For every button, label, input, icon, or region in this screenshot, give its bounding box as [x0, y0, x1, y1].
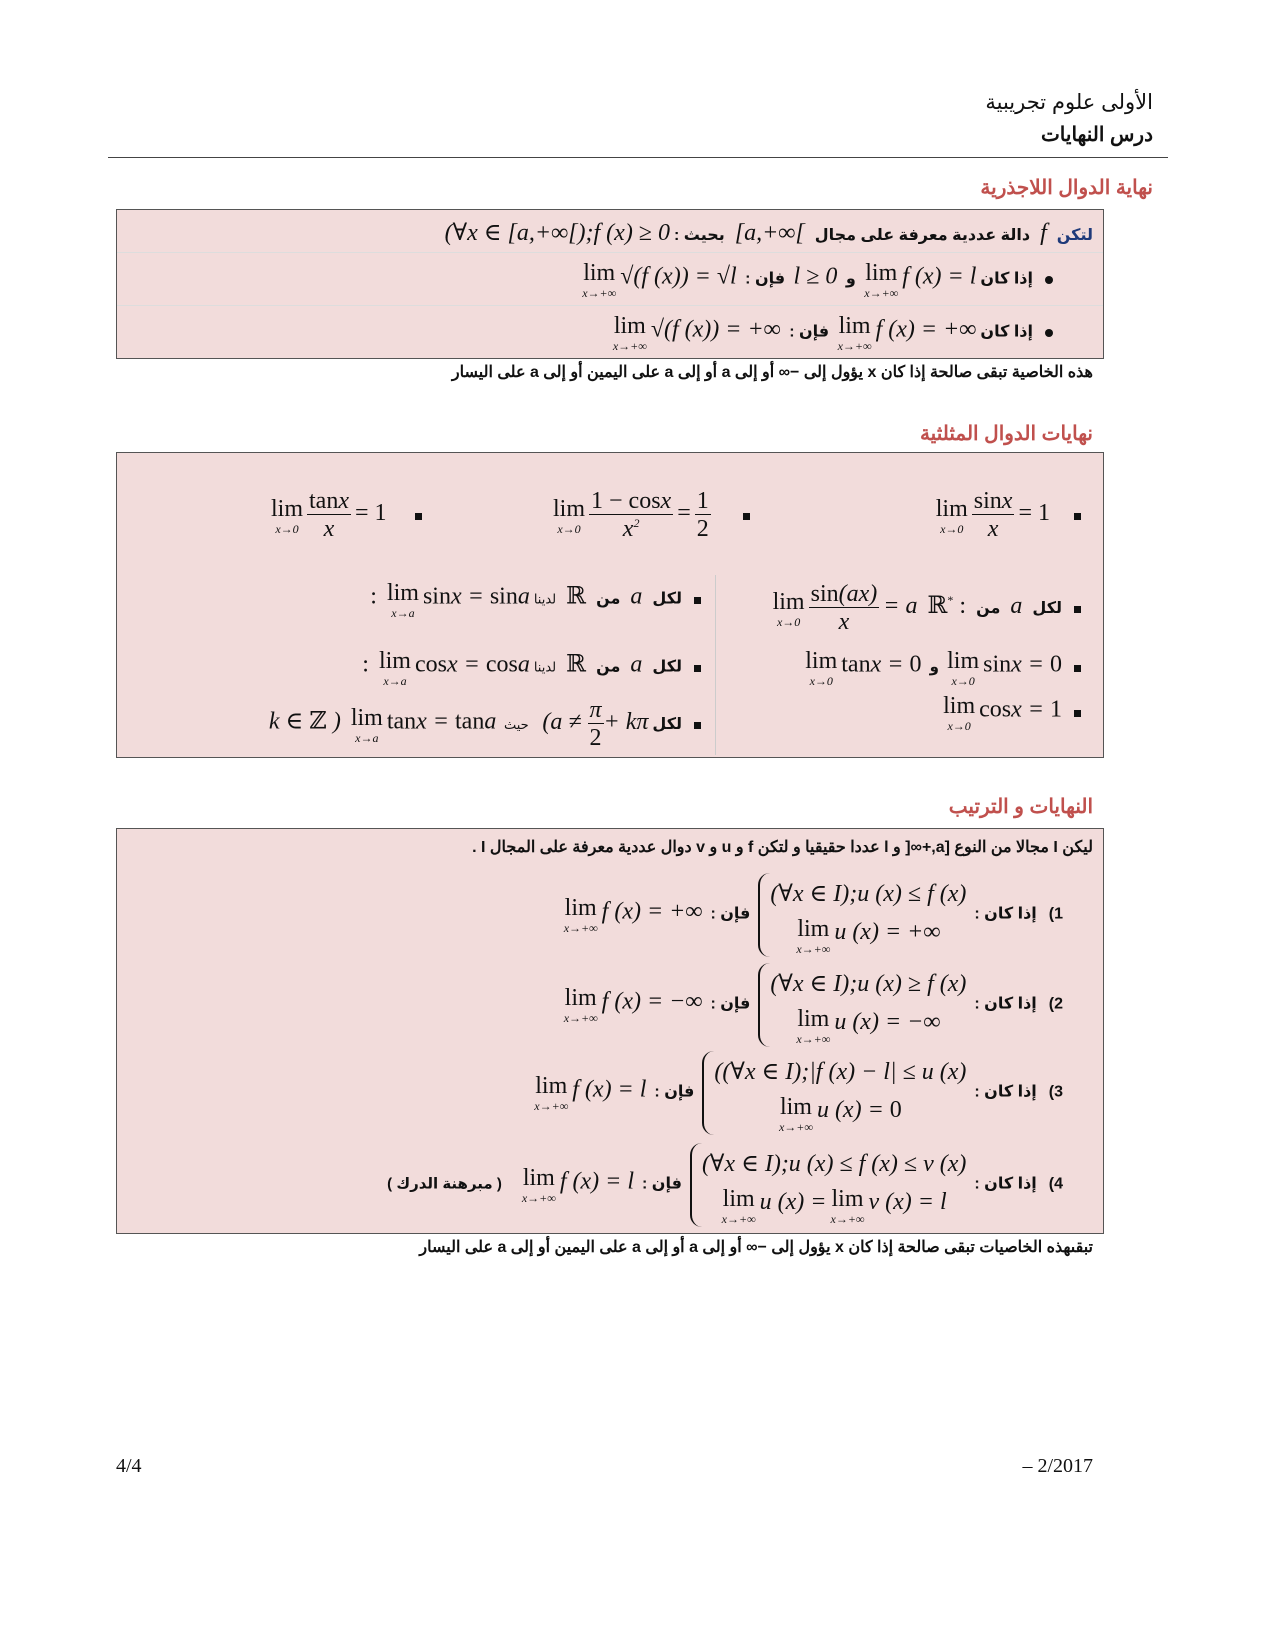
footer-date: – 2/2017	[1022, 1455, 1093, 1477]
we-have-label: لدينا	[533, 659, 557, 675]
if-label: إذا كان	[980, 270, 1033, 288]
item-number: 1)	[1048, 905, 1063, 923]
then-label: فإن :	[642, 1175, 682, 1193]
trig-limit-sin-tan-zero: lim x→0 sinx = 0 و lim x→0 tanx = 0	[805, 649, 1081, 687]
trig-limit-one-minus-cos: lim x→0 $\frac{1 - \cos x}{x^2}$ = $\frac{1}{2}$	[553, 488, 750, 544]
and-label: و	[929, 658, 939, 676]
then-label: فإن :	[710, 905, 751, 923]
bullet-icon	[1074, 665, 1081, 672]
such-that-label: بحيث :	[673, 227, 725, 244]
then-label: فإن :	[654, 1083, 695, 1101]
header-divider	[108, 157, 1168, 158]
then-label: فإن :	[710, 995, 751, 1013]
irrational-rule-2: إذا كان lim x→+∞ f (x) = +∞ فإن : lim x→+∞ √(f (x)) = +∞	[117, 306, 1103, 358]
trig-continuity-tan: لكل (a ≠ $\frac{\pi}{2}$ + kπ حيث k ∈ ℤ ) lim x→a tanx = tana	[269, 697, 701, 753]
order-limits-box	[116, 828, 1104, 1234]
order-rule-3: 3) إذا كان : ((∀x ∈ I);|f (x) − l| ≤ u (x) lim x→+∞ u (x) = 0 فإن : lim x→+∞ f (x) = l	[534, 1051, 1063, 1135]
let-label: لتكن	[1056, 227, 1093, 244]
bullet-icon	[1074, 513, 1081, 520]
order-rule-2: 2) إذا كان : (∀x ∈ I);u (x) ≥ f (x) lim x→+∞ u (x) = −∞ فإن : lim x→+∞ f (x) = −∞	[564, 963, 1063, 1047]
section-title-trig: نهايات الدوال المثلثية	[919, 423, 1093, 445]
if-label: إذا كان :	[974, 1175, 1037, 1193]
irrational-note: هذه الخاصية تبقى صالحة إذا كان x يؤول إلى −∞ أو إلى a أو إلى a على اليمين أو إلى a على اليسار	[451, 364, 1093, 381]
for-each-label: لكل	[652, 590, 682, 608]
order-rule-1: 1) إذا كان : (∀x ∈ I);u (x) ≤ f (x) lim x→+∞ u (x) = +∞ فإن : lim x→+∞ f (x) = +∞	[564, 873, 1063, 957]
and-label: و	[845, 270, 856, 288]
bullet-icon	[1045, 276, 1053, 284]
trig-limit-tan-over-x: lim x→0 $\frac{\tan x}{x}$ = 1	[271, 488, 422, 544]
if-label: إذا كان	[980, 323, 1033, 341]
then-label: فإن :	[789, 323, 830, 341]
bullet-icon	[743, 513, 750, 520]
section-title-order: النهايات و الترتيب	[948, 796, 1093, 818]
trig-continuity-sin: لكل a من ℝ لدينا : lim x→a sinx = sina	[370, 581, 701, 619]
item-number: 4)	[1048, 1175, 1063, 1193]
section-title-irrational: نهاية الدوال اللاجذرية	[980, 177, 1153, 199]
where-label: حيث	[503, 716, 529, 732]
bullet-icon	[1074, 710, 1081, 717]
class-level-label: الأولى علوم تجريبية	[985, 91, 1153, 114]
if-label: إذا كان :	[974, 995, 1037, 1013]
if-label: إذا كان :	[974, 905, 1037, 923]
if-label: إذا كان :	[974, 1083, 1037, 1101]
of-label: من	[596, 590, 621, 608]
item-number: 3)	[1048, 1083, 1063, 1101]
order-rule-4: 4) إذا كان : (∀x ∈ I);u (x) ≤ f (x) ≤ v (x) lim x→+∞ u (x) = lim x→+∞ v (x) = l فإن : lim x→+∞ f (x) = l ( مبرهنة الدرك )	[387, 1143, 1063, 1227]
irrational-rule-1: إذا كان lim x→+∞ f (x) = l و l ≥ 0 فإن : lim x→+∞ √(f (x)) = √l	[117, 253, 1103, 306]
bullet-icon	[694, 665, 701, 672]
bullet-icon	[694, 722, 701, 729]
of-label: من	[976, 599, 1001, 617]
bullet-icon	[694, 597, 701, 604]
lesson-title: درس النهايات	[1040, 124, 1153, 146]
order-note: تبقىهذه الخاصيات تبقى صالحة إذا كان x يؤول إلى −∞ أو إلى a أو إلى a على اليمين أو إلى a على اليسار	[419, 1239, 1093, 1256]
order-intro: ليكن I مجالا من النوع [a,+∞[ و l عددا حقيقيا و لتكن f و u و v دوال عددية معرفة على المجال I .	[472, 839, 1093, 856]
trig-limits-box	[116, 452, 1104, 758]
then-label: فإن :	[745, 270, 786, 288]
trig-limit-sin-ax: لكل a من ℝ* : lim x→0 $\frac{\sin(ax)}{x}$ = a	[773, 581, 1081, 637]
we-have-label: لدينا	[533, 591, 557, 607]
of-label: من	[596, 658, 621, 676]
trig-limit-sin-over-x: lim x→0 $\frac{\sin x}{x}$ = 1	[936, 488, 1081, 544]
irrational-limits-box	[116, 209, 1104, 359]
trig-limit-cos-zero: lim x→0 cosx = 1	[943, 694, 1081, 732]
for-each-label: لكل	[652, 715, 682, 733]
for-each-label: لكل	[1032, 599, 1062, 617]
bullet-icon	[415, 513, 422, 520]
bullet-icon	[1045, 329, 1053, 337]
trig-continuity-cos: لكل a من ℝ لدينا : lim x→a cosx = cosa	[362, 649, 701, 687]
irrational-intro-row: لتكن f دالة عددية معرفة على مجال [a,+∞[ بحيث : (∀x ∈ [a,+∞[);f (x) ≥ 0	[117, 210, 1103, 253]
intro-text: دالة عددية معرفة على مجال	[814, 227, 1031, 244]
squeeze-theorem-label: ( مبرهنة الدرك )	[387, 1175, 502, 1193]
item-number: 2)	[1048, 995, 1063, 1013]
trig-column-divider	[715, 575, 716, 755]
page-number: 4/4	[116, 1455, 142, 1477]
for-each-label: لكل	[652, 658, 682, 676]
bullet-icon	[1074, 606, 1081, 613]
